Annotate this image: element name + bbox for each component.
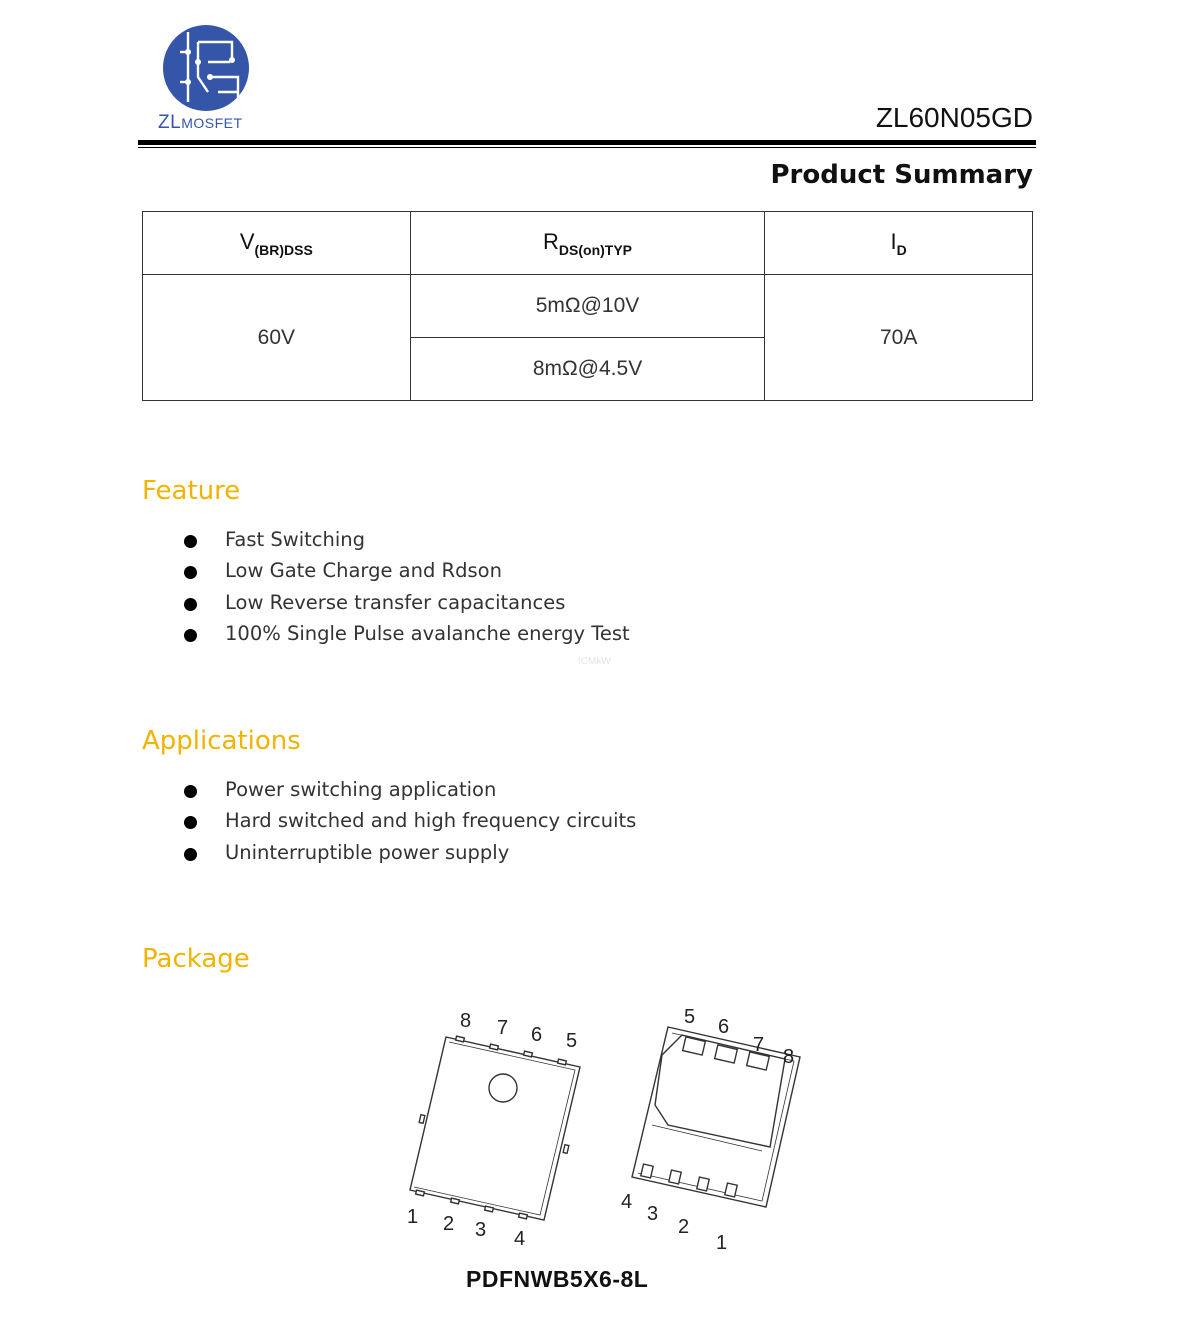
pin-label: 4 xyxy=(514,1228,526,1250)
pin-label: 7 xyxy=(497,1017,509,1039)
pin-label: 1 xyxy=(716,1232,728,1254)
feature-title: Feature xyxy=(142,476,241,506)
header-id: $I_D$ xyxy=(765,212,1033,275)
pin-label: 4 xyxy=(621,1191,633,1213)
pin-label: 3 xyxy=(475,1219,487,1241)
cell-id: 70A xyxy=(765,275,1033,401)
bullet-icon xyxy=(184,785,197,798)
pin-label: 8 xyxy=(783,1046,795,1068)
pin-label: 3 xyxy=(647,1203,659,1225)
header-vbrdss: $V_{(BR)DSS}$ xyxy=(143,212,411,275)
logo-wordmark xyxy=(158,112,243,134)
header-rdson: $R_{DS(on)TYP}$ xyxy=(410,212,765,275)
pin-label: 7 xyxy=(753,1034,765,1056)
cell-vbrdss: 60V xyxy=(143,275,411,401)
bullet-icon xyxy=(184,629,197,642)
package-title: Package xyxy=(142,944,250,974)
logo-text-small: MOSFET xyxy=(181,115,243,131)
logo-icon xyxy=(158,22,258,112)
logo-text-main: ZL xyxy=(158,112,182,133)
header-rule-thick xyxy=(138,140,1036,145)
bullet-icon xyxy=(184,848,197,861)
package-name: PDFNWB5X6-8L xyxy=(466,1266,649,1292)
cell-rds-10v: 5mΩ@10V xyxy=(410,275,765,338)
pin-label: 1 xyxy=(407,1206,419,1228)
bullet-icon xyxy=(184,598,197,611)
table-header-row xyxy=(143,212,1033,275)
pin-label: 2 xyxy=(443,1213,455,1235)
pin-label: 2 xyxy=(678,1216,690,1238)
pin-label: 6 xyxy=(531,1024,543,1046)
pin-label: 5 xyxy=(566,1030,578,1052)
pin-label: 8 xyxy=(460,1010,472,1032)
bullet-icon xyxy=(184,566,197,579)
product-summary-title: Product Summary xyxy=(770,160,1033,190)
bullet-icon xyxy=(184,535,197,548)
watermark: ICMkW xyxy=(578,656,611,667)
part-number: ZL60N05GD xyxy=(875,102,1033,133)
bullet-icon xyxy=(184,816,197,829)
package-bottom-view xyxy=(632,1027,800,1207)
package-top-view xyxy=(410,1036,580,1220)
cell-rds-4v5: 8mΩ@4.5V xyxy=(410,338,765,401)
table-row xyxy=(143,275,1033,338)
package-drawing xyxy=(400,995,830,1255)
applications-title: Applications xyxy=(142,726,301,756)
product-summary-table xyxy=(142,211,1033,401)
pin-label: 6 xyxy=(718,1016,730,1038)
header-rule-thin xyxy=(138,147,1036,148)
pin-label: 5 xyxy=(684,1006,696,1028)
